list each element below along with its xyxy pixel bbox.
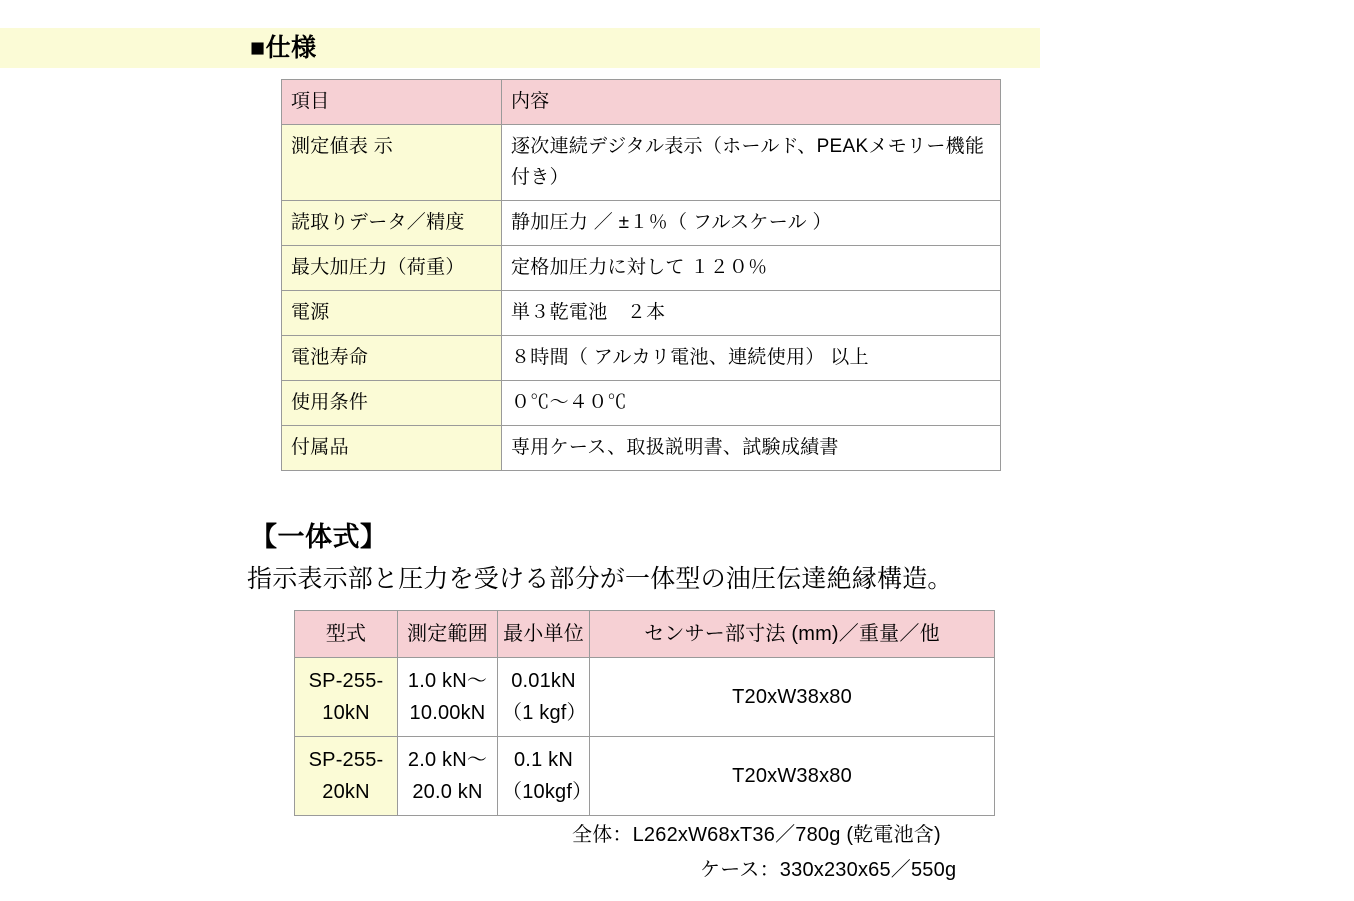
model-unit-line2: （1 kgf） [502,702,587,724]
model-unit-cell [498,737,593,816]
table-row [295,737,995,816]
table-row [282,125,1001,201]
model-name-line1: SP-255- [308,670,384,692]
spec-header-content: 内容 [502,80,1001,125]
integrated-type-description: 指示表示部と圧力を受ける部分が一体型の油圧伝達絶縁構造。 [247,565,953,593]
model-unit-line2: （10kgf） [502,781,593,803]
model-name-cell [295,658,398,737]
spec-row-value: 単３乾電池 ２本 [502,291,1001,336]
model-range-line2: 10.00kN [409,702,486,724]
spec-row-value: 静加圧力 ／ ±１％（ フルスケール ） [502,201,1001,246]
spec-row-label: 電池寿命 [282,336,502,381]
model-name-line2: 20kN [322,781,370,803]
footnote-case-dimensions: ケース：330x230x65／550g [700,859,957,881]
model-unit-cell [498,658,590,737]
model-dimensions-cell: T20xW38x80 [590,658,995,737]
table-row [282,291,1001,336]
table-row [295,658,995,737]
spec-section-heading: ■仕様 [250,34,317,62]
table-row [282,426,1001,471]
model-range-cell [398,658,498,737]
spec-row-value: 専用ケース、取扱説明書、試験成績書 [502,426,1001,471]
model-range-line1: 1.0 kN〜 [407,670,488,692]
spec-row-label: 使用条件 [282,381,502,426]
spec-header-item: 項目 [282,80,502,125]
integrated-type-title: 【一体式】 [250,522,388,552]
model-specification-table [294,610,995,816]
spec-row-value: 定格加圧力に対して １２０％ [502,246,1001,291]
model-name-line1: SP-255- [308,749,384,771]
model-dimensions-cell: T20xW38x80 [590,737,995,816]
model-name-line2: 10kN [322,702,370,724]
model-range-line2: 20.0 kN [412,781,483,803]
spec-row-value: ０℃〜４０℃ [502,381,1001,426]
model-unit-line1: 0.1 kN [513,749,573,771]
table-header-row [282,80,1001,125]
model-range-cell [398,737,498,816]
spec-row-label: 電源 [282,291,502,336]
table-row [282,381,1001,426]
footnote-overall-dimensions: 全体：L262xW68xT36／780g (乾電池含) [572,824,941,846]
table-row [282,246,1001,291]
model-range-line1: 2.0 kN〜 [407,749,488,771]
table-row [282,336,1001,381]
table-row [282,201,1001,246]
model-header-min-unit: 最小単位 [498,611,590,658]
spec-row-value: ８時間（ アルカリ電池、連続使用） 以上 [502,336,1001,381]
specification-table [281,79,1001,471]
spec-row-label: 読取りデータ／精度 [282,201,502,246]
model-header-range: 測定範囲 [398,611,498,658]
model-header-type: 型式 [295,611,398,658]
model-header-dimensions: センサー部寸法 (mm)／重量／他 [590,611,995,658]
spec-row-value: 逐次連続デジタル表示（ホールド、PEAKメモリー機能付き） [502,125,1001,201]
model-name-cell [295,737,398,816]
spec-heading-highlight-band [0,28,1040,68]
spec-row-label: 測定値表 示 [282,125,502,201]
spec-row-label: 最大加圧力（荷重） [282,246,502,291]
model-unit-line1: 0.01kN [511,670,576,692]
table-header-row [295,611,995,658]
spec-row-label: 付属品 [282,426,502,471]
